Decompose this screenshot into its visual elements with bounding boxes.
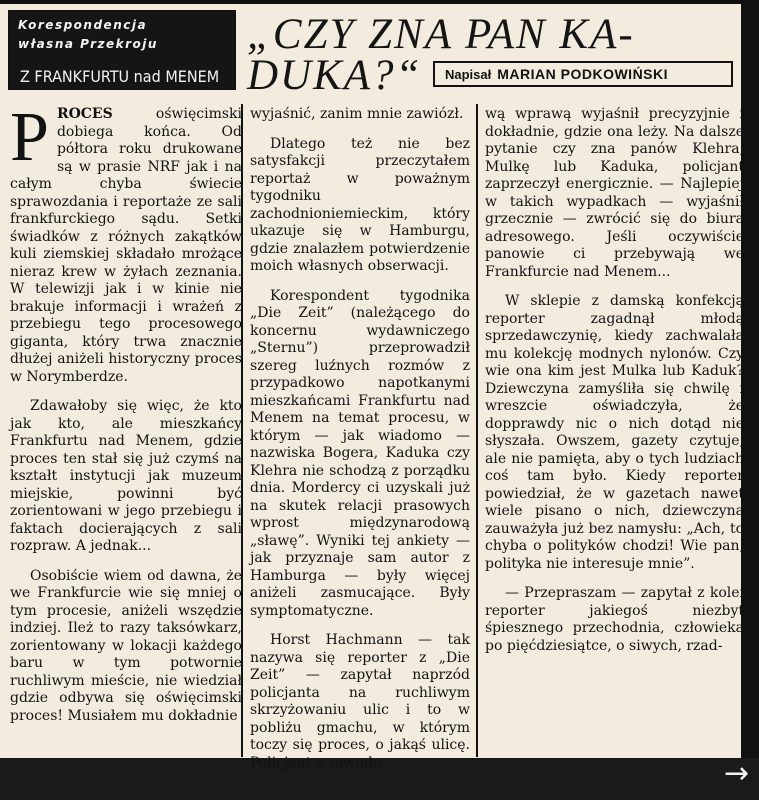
paragraph: Zdawałoby się więc, że kto jak kto, ale mieszkańcy Frankfurtu nad Menem, gdzie proces ten stał się już czymś na kształt instytucji jak muzeum miejskie, powinni być zorientowani w jego przebiegu i faktach docierających z sali rozpraw. A jednak... <box>10 398 242 554</box>
byline <box>433 61 733 87</box>
byline-prefix: Napisał <box>445 66 492 82</box>
top-border <box>0 0 759 4</box>
section-label-line-3: Z FRANKFURTU nad MENEM <box>20 67 220 86</box>
paragraph: wą wprawą wyjaśnił precyzyjnie i dokładnie, gdzie ona leży. Na dalsze pytanie czy zna panów Klehra, Mulkę lub Kaduka, policjant zaprzeczył energicznie. — Najlepiej w takich wypadkach — wyjaśnił grzecznie — zwrócić się do biura adresowego. Jeśli oczywiście panowie ci przebywają we Frankfurcie nad Menem... <box>485 106 744 280</box>
section-label-box <box>8 10 236 90</box>
column-divider-right <box>476 104 478 757</box>
article-column-1 <box>10 99 242 725</box>
byline-name: MARIAN PODKOWIŃSKI <box>497 66 669 82</box>
paragraph: Korespondent tygodnika „Die Zeit” (należącego do koncernu wydawniczego „Sternu”) przeprowadził szereg luźnych rozmów z przypadkowo napotkanymi mieszkańcami Frankfurtu nad Menem na temat procesu, w którym — jak wiadomo — nazwiska Bogera, Kaduka czy Klehra nie schodzą z porządku dnia. Mordercy ci uzyskali już na skutek relacji prasowych wprost międzynarodową „sławę”. Wyniki tej ankiety — jak przyznaje sam autor z Hamburga — były więcej aniżeli zasmucające. Były symptomatyczne. <box>250 287 470 619</box>
article-title-line-1: „CZY ZNA PAN KA- <box>247 11 635 58</box>
paragraph: — Przepraszam — zapytał z kolei reporter jakiegoś niezbyt śpiesznego przechodnia, człowieka po pięćdziesiątce, o siwych, rzad- <box>485 585 744 654</box>
paragraph: Osobiście wiem od dawna, że we Frankfurcie wie się mniej o tym procesie, aniżeli wszędzie indziej. Ileż to razy taksówkarz, zorientowany w lokacji każdego baru w tym potwornie ruchliwym mieście, nie wiedział gdzie odbywa się oświęcimski proces! Musiałem mu dokładnie <box>10 567 242 724</box>
section-label-line-1: Korespondencja <box>18 18 148 32</box>
dropcap: P <box>10 99 49 176</box>
paragraph: Horst Hachmann — tak nazywa się reporter z „Die Zeit” — zapytał naprzód policjanta na ruchliwym skrzyżowaniu ulic i to w pobliżu gmachu, w którym toczy się proces, o jakąś ulicę. Policjant z zawodo- <box>250 632 470 771</box>
continue-arrow-icon: → <box>724 756 750 791</box>
paragraph-lead <box>10 99 242 386</box>
section-label-line-2: własna Przekroju <box>18 37 158 51</box>
paragraph: W sklepie z damską konfekcją reporter zagadnął młodą sprzedawczynię, kiedy zachwalała mu kolekcję modnych nylonów. Czy wie ona kim jest Mulka lub Kaduk? Dziewczyna zamyśliła się chwilę i wreszcie oświadczyła, że dopprawdy nic o nich dotąd nie słyszała. Owszem, gazety czytuje, ale nie pamięta, aby o tych ludziach coś tam było. Kiedy reporter powiedział, że w gazetach nawet wiele pisano o nich, dziewczyna zauważyła już bez namysłu: „Ach, to chyba o polityków chodzi! Wie pan, polityka nie interesuje mnie”. <box>485 293 744 572</box>
article-column-3 <box>485 106 744 655</box>
paragraph: wyjaśnić, zanim mnie zawiózł. <box>250 106 464 122</box>
paragraph: Dlatego też nie bez satysfakcji przeczytałem reportaż w poważnym tygodniku zachodnioniemieckim, który ukazuje się w Hamburgu, gdzie znalazłem potwierdzenie moich własnych obserwacji. <box>250 135 470 274</box>
lead-text: oświęcimski dobiega końca. Od półtora roku drukowane są w prasie NRF jak i na całym chyba świecie sprawozdania i reportaże ze sali frankfurckiego sądu. Setki świadków z różnych zakątków kuli ziemskiej składało mrożące nieraz krew w żyłach zeznania. W telewizji jak i w kinie nie brakuje informacji i wrażeń z przebiegu tego procesowego giganta, który trwa znacznie dłużej aniżeli historyczny proces w Norymberdze. <box>10 106 242 385</box>
article-column-2 <box>250 106 470 772</box>
article-title-line-2: DUKA?“ <box>247 52 422 99</box>
lead-word: ROCES <box>56 106 113 122</box>
